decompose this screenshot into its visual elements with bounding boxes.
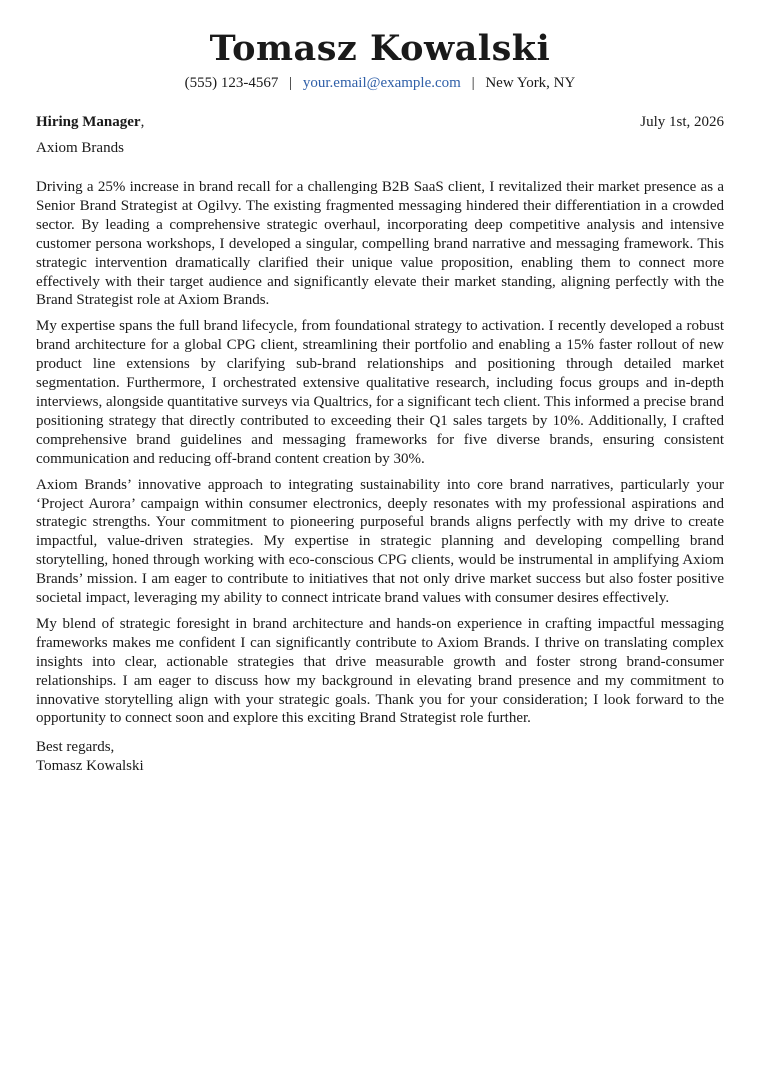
contact-separator: | bbox=[471, 75, 475, 91]
closing-signature: Tomasz Kowalski bbox=[36, 758, 144, 775]
recipient-title-suffix: , bbox=[140, 114, 145, 130]
contact-separator: | bbox=[289, 75, 293, 91]
recipient-row bbox=[36, 112, 724, 132]
applicant-name: Tomasz Kowalski bbox=[209, 28, 551, 69]
closing-salutation: Best regards, bbox=[36, 739, 115, 756]
email-link[interactable]: your.email@example.com bbox=[302, 75, 461, 91]
letter-body bbox=[36, 178, 724, 728]
letter-date: July 1st, 2026 bbox=[640, 114, 724, 130]
location: New York, NY bbox=[485, 75, 576, 91]
body-paragraph: Driving a 25% increase in brand recall for a challenging B2B SaaS client, I revitalized their market presence as a Senior Brand Strategist at Ogilvy. The existing fragmented messaging hindered their differentiation in a crowded sector. By leading a comprehensive strategic overhaul, incorporating deep competitive analysis and intensive customer persona workshops, I developed a singular, compelling brand narrative and messaging framework. This strategic intervention dramatically clarified their unique value proposition, enabling them to connect more effectively with their target audience and significantly elevate their market standing, aligning perfectly with the Brand Strategist role at Axiom Brands. bbox=[36, 179, 724, 309]
recipient-company: Axiom Brands bbox=[36, 140, 124, 156]
body-paragraph: Axiom Brands’ innovative approach to integrating sustainability into core brand narratives, particularly your ‘Project Aurora’ campaign within consumer electronics, deeply resonates with my professional aspirations and strategic strengths. Your commitment to pioneering purposeful brands aligns perfectly with my drive to create impactful, value-driven strategies. My expertise in strategic planning and developing compelling brand storytelling, honed through working with eco-conscious CPG clients, would be instrumental in amplifying Axiom Brands’ mission. I am eager to contribute to initiatives that not only drive market success but also foster positive societal impact, leveraging my ability to connect intricate brand values with consumer desires effectively. bbox=[36, 476, 724, 607]
letter-closing bbox=[36, 738, 724, 776]
phone-number: (555) 123-4567 bbox=[184, 75, 279, 91]
body-paragraph: My blend of strategic foresight in brand architecture and hands-on experience in crafting impactful messaging frameworks makes me confident I can significantly contribute to Axiom Brands. I thrive on translating complex insights into clear, actionable strategies that drive measurable growth and foster strong brand-consumer relationships. I am eager to discuss how my background in elevating brand presence and my commitment to innovative storytelling align with your strategic goals. Thank you for your consideration; I look forward to the opportunity to connect soon and explore this exciting Brand Strategist role further. bbox=[36, 615, 724, 727]
body-paragraph: My expertise spans the full brand lifecycle, from foundational strategy to activation. I recently developed a robust brand architecture for a global CPG client, streamlining their portfolio and enabling a 15% faster rollout of new product line extensions by clarifying sub-brand relationships and positioning through detailed market segmentation. Furthermore, I orchestrated extensive qualitative research, including focus groups and in-depth interviews, alongside quantitative surveys via Qualtrics, for a significant tech client. This informed a precise brand positioning strategy that directly contributed to exceeding their Q1 sales targets by 10%. Additionally, I crafted comprehensive brand guidelines and messaging frameworks for five diverse brands, ensuring consistent communication and reducing off-brand content creation by 30%. bbox=[36, 318, 724, 467]
recipient-title: Hiring Manager bbox=[36, 114, 141, 130]
contact-line bbox=[36, 72, 724, 94]
recipient-greeting bbox=[36, 112, 144, 132]
